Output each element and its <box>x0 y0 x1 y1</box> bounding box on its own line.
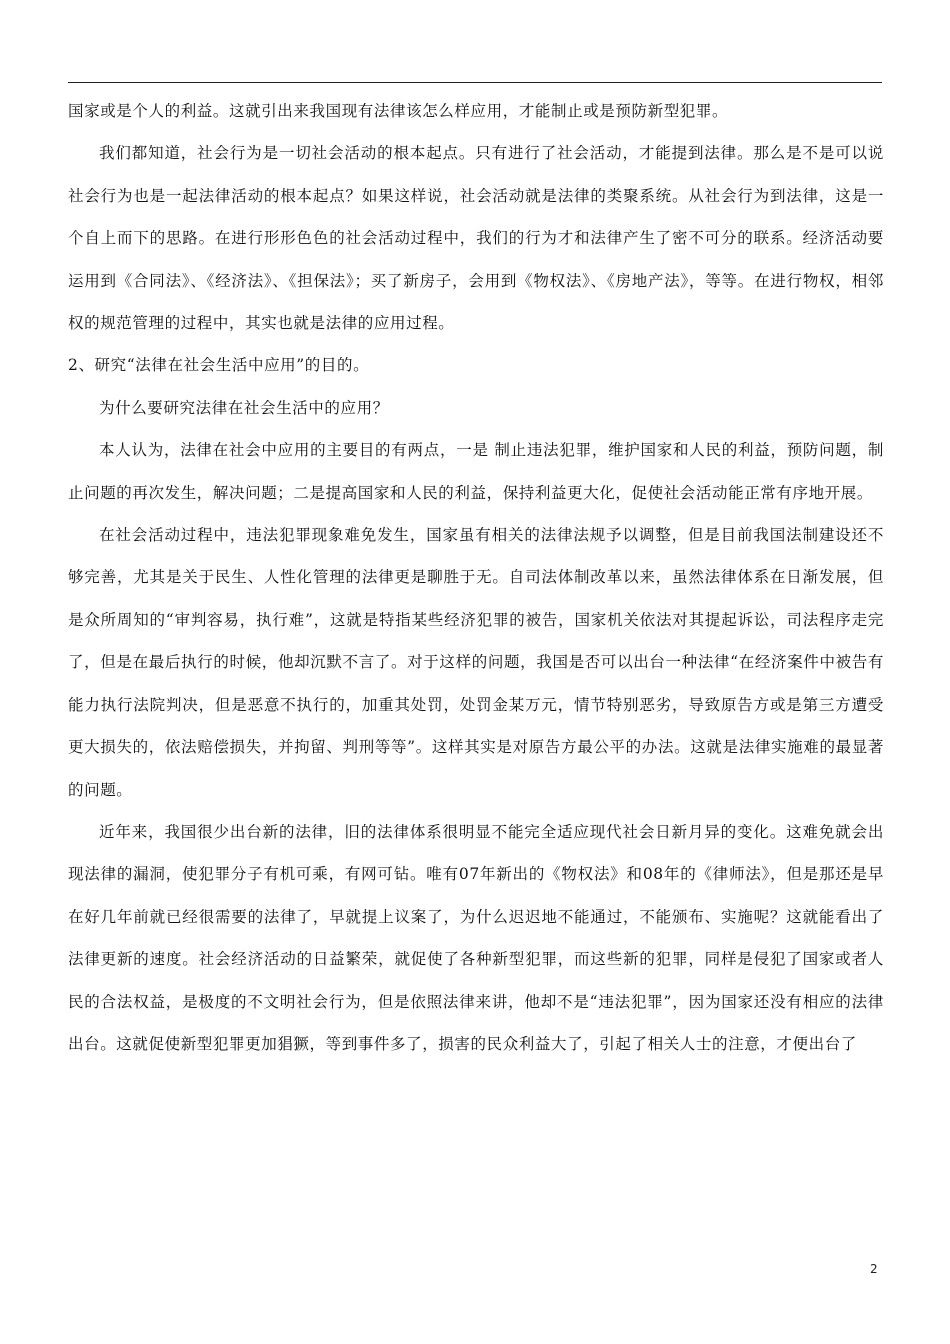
document-body <box>68 90 884 1065</box>
header-rule <box>68 82 882 83</box>
paragraph-question: 为什么要研究法律在社会生活中的应用？ <box>99 398 389 417</box>
paragraph-purpose: 本人认为，法律在社会中应用的主要目的有两点，一是 制止违法犯罪，维护国家和人民的利益，预防问题，制止问题的再次发生，解决问题；二是提高国家和人民的利益，保持利益更大化，促使社会活动能正常有序地开展。 <box>68 441 884 502</box>
section-heading: 2、研究“法律在社会生活中应用”的目的。 <box>68 356 370 375</box>
paragraph-new-laws: 近年来，我国很少出台新的法律，旧的法律体系很明显不能完全适应现代社会日新月异的变化。这难免就会出现法律的漏洞，使犯罪分子有机可乘，有网可钻。唯有07年新出的《物权法》和08年的《律师法》，但是那还是早在好几年前就已经很需要的法律了，早就提上议案了，为什么迟迟地不能通过，不能颁布、实施呢？这就能看出了法律更新的速度。社会经济活动的日益繁荣，就促使了各种新型犯罪，而这些新的犯罪，同样是侵犯了国家或者人民的合法权益，是极度的不文明社会行为，但是依照法律来讲，他却不是“违法犯罪”，因为国家还没有相应的法律出台。这就促使新型犯罪更加猖獗，等到事件多了，损害的民众利益大了，引起了相关人士的注意，才便出台了 <box>68 822 884 1053</box>
paragraph-2: 我们都知道，社会行为是一切社会活动的根本起点。只有进行了社会活动，才能提到法律。那么是不是可以说社会行为也是一起法律活动的根本起点？如果这样说，社会活动就是法律的类聚系统。从社会行为到法律，这是一个自上而下的思路。在进行形形色色的社会活动过程中，我们的行为才和法律产生了密不可分的联系。经济活动要运用到《合同法》、《经济法》、《担保法》；买了新房子，会用到《物权法》、《房地产法》，等等。在进行物权，相邻权的规范管理的过程中，其实也就是法律的应用过程。 <box>68 144 884 333</box>
paragraph-1: 国家或是个人的利益。这就引出来我国现有法律该怎么样应用，才能制止或是预防新型犯罪。 <box>68 102 729 120</box>
paragraph-enforcement: 在社会活动过程中，违法犯罪现象难免发生，国家虽有相关的法律法规予以调整，但是目前我国法制建设还不够完善，尤其是关于民生、人性化管理的法律更是聊胜于无。自司法体制改革以来，虽然法律体系在日渐发展，但是众所周知的“审判容易，执行难”，这就是特指某些经济犯罪的被告，国家机关依法对其提起诉讼，司法程序走完了，但是在最后执行的时候，他却沉默不言了。对于这样的问题，我国是否可以出台一种法律“在经济案件中被告有能力执行法院判决，但是恶意不执行的，加重其处罚，处罚金某万元，情节特别恶劣，导致原告方或是第三方遭受更大损失的，依法赔偿损失，并拘留、判刑等等”。这样其实是对原告方最公平的办法。这就是法律实施难的最显著的问题。 <box>68 526 884 799</box>
page-number: 2 <box>870 1262 878 1276</box>
